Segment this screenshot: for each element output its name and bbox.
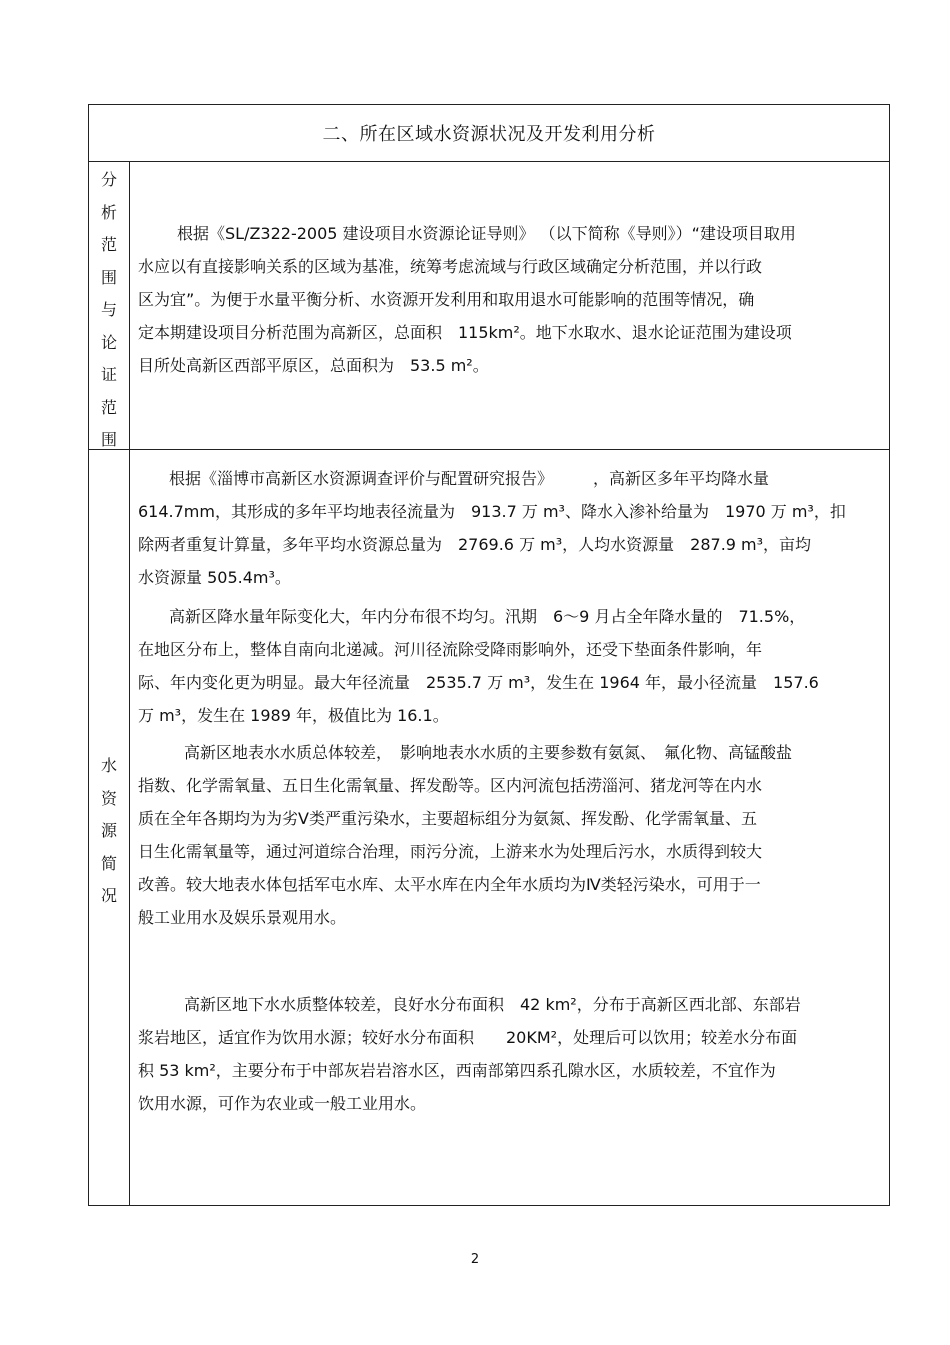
text-line: 在地区分布上，整体自南向北递减。河川径流除受降雨影响外，还受下垫面条件影响，年 bbox=[138, 640, 763, 659]
label-char: 论 bbox=[100, 332, 117, 352]
text-line: 质在全年各期均为为劣Ⅴ类严重污染水，主要超标组分为氨氮、挥发酚、化学需氧量、五 bbox=[138, 809, 757, 828]
label-char: 范 bbox=[100, 397, 117, 417]
label-char: 简 bbox=[100, 853, 117, 873]
label-char: 况 bbox=[100, 886, 117, 905]
section-title: 二、所在区域水资源状况及开发利用分析 bbox=[89, 105, 889, 162]
text-line: 根据《淄博市高新区水资源调查评价与配置研究报告》 ，高新区多年平均降水量 bbox=[169, 469, 770, 488]
row-content-cell bbox=[130, 450, 889, 1205]
label-char: 分 bbox=[100, 170, 117, 189]
row-analysis-scope bbox=[89, 162, 889, 450]
analysis-table bbox=[88, 104, 890, 1206]
text-line: 际、年内变化更为明显。最大年径流量 2535.7 万 m³，发生在 1964 年，最小径流量 157.6 bbox=[138, 673, 819, 692]
label-char: 与 bbox=[100, 300, 117, 319]
text-line: 高新区降水量年际变化大，年内分布很不均匀。汛期 6～9 月占全年降水量的 71.5%， bbox=[169, 607, 806, 626]
label-char: 资 bbox=[100, 788, 117, 808]
text-line: 根据《SL/Z322-2005 建设项目水资源论证导则》 （以下简称《导则》）“建设项目取用 bbox=[177, 224, 796, 243]
text-line: 水资源量 505.4m³。 bbox=[138, 568, 291, 587]
text-line: 除两者重复计算量，多年平均水资源总量为 2769.6 万 m³，人均水资源量 287.9 m³，亩均 bbox=[138, 535, 812, 554]
text-line: 积 53 km²，主要分布于中部灰岩岩溶水区，西南部第四系孔隙水区，水质较差，不宜作为 bbox=[138, 1061, 776, 1080]
text-line: 目所处高新区西部平原区，总面积为 53.5 m²。 bbox=[138, 356, 489, 375]
text-line: 饮用水源，可作为农业或一般工业用水。 bbox=[138, 1094, 427, 1113]
text-line: 定本期建设项目分析范围为高新区，总面积 115km²。地下水取水、退水论证范围为建设项 bbox=[138, 323, 792, 342]
label-char: 析 bbox=[100, 202, 117, 222]
text-line: 高新区地表水水质总体较差， 影响地表水水质的主要参数有氨氮、 氟化物、高锰酸盐 bbox=[184, 743, 793, 762]
text-line: 改善。较大地表水体包括军屯水库、太平水库在内全年水质均为Ⅳ类轻污染水，可用于一 bbox=[138, 875, 761, 894]
text-line: 浆岩地区，适宜作为饮用水源；较好水分布面积 20KM²，处理后可以饮用；较差水分布面 bbox=[138, 1028, 798, 1047]
label-char: 围 bbox=[100, 430, 117, 449]
paragraph-analysis-scope bbox=[138, 217, 883, 382]
text-line: 614.7mm，其形成的多年平均地表径流量为 913.7 万 m³、降水入渗补给量为 1970 万 m³，扣 bbox=[138, 502, 846, 521]
text-line: 万 m³，发生在 1989 年，极值比为 16.1。 bbox=[138, 706, 449, 725]
text-line: 日生化需氧量等，通过河道综合治理，雨污分流，上游来水为处理后污水，水质得到较大 bbox=[138, 842, 763, 861]
paragraph-rainfall-runoff bbox=[138, 462, 883, 594]
label-char: 源 bbox=[100, 821, 117, 840]
paragraph-surface-water-quality bbox=[138, 736, 883, 934]
row-label-analysis-scope bbox=[89, 164, 129, 457]
label-char: 围 bbox=[100, 267, 117, 287]
text-line: 指数、化学需氧量、五日生化需氧量、挥发酚等。区内河流包括涝淄河、猪龙河等在内水 bbox=[138, 776, 763, 795]
paragraph-variation bbox=[138, 600, 883, 732]
row-label-cell bbox=[89, 450, 130, 1205]
label-char: 证 bbox=[100, 365, 117, 384]
text-line: 区为宜”。为便于水量平衡分析、水资源开发利用和取用退水可能影响的范围等情况，确 bbox=[138, 290, 755, 309]
text-line: 高新区地下水水质整体较差，良好水分布面积 42 km²，分布于高新区西北部、东部岩 bbox=[184, 995, 801, 1014]
row-content-cell bbox=[130, 162, 889, 449]
text-line: 水应以有直接影响关系的区域为基准，统筹考虑流域与行政区域确定分析范围，并以行政 bbox=[138, 257, 763, 276]
row-label-cell bbox=[89, 162, 130, 449]
row-label-water-resources bbox=[89, 750, 129, 913]
page-number: 2 bbox=[470, 1252, 480, 1267]
label-char: 水 bbox=[100, 756, 117, 775]
label-char: 范 bbox=[100, 235, 117, 254]
row-water-resources bbox=[89, 450, 889, 1205]
paragraph-groundwater-quality bbox=[138, 988, 883, 1120]
text-line: 般工业用水及娱乐景观用水。 bbox=[138, 908, 347, 927]
